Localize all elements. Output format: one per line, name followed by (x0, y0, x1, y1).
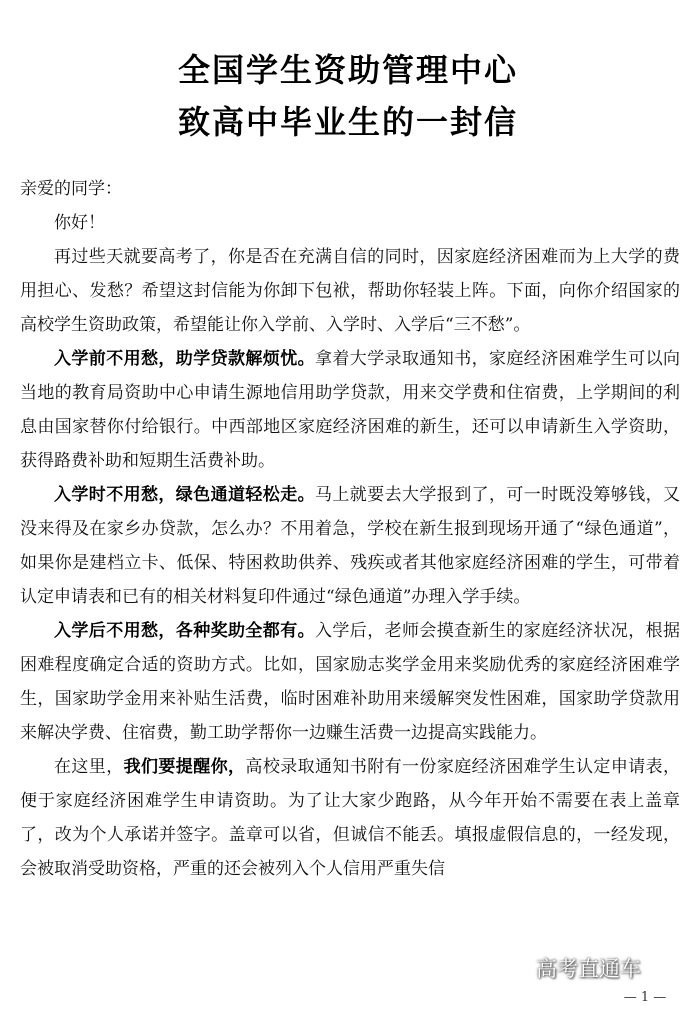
paragraph-reminder-prefix: 在这里， (54, 757, 124, 777)
letter-body (20, 172, 680, 886)
paragraph-before-enrollment-lead: 入学前不用愁，助学贷款解烦忧。 (54, 349, 315, 369)
paragraph-after-enrollment-text: 入学后，老师会摸查新生的家庭经济状况，根据困难程度确定合适的资助方式。比如，国家励志奖学金用来奖励优秀的家庭经济困难学生，国家助学金用来补贴生活费，临时困难补助用来缓解突发性困难，国家助学贷款用来解决学费、住宿费，勤工助学帮你一边赚生活费一边提高实践能力。 (20, 621, 680, 743)
paragraph-before-enrollment-text: 拿着大学录取通知书，家庭经济困难学生可以向当地的教育局资助中心申请生源地信用助学贷款，用来交学费和住宿费，上学期间的利息由国家替你付给银行。中西部地区家庭经济困难的新生，还可以申请新生入学资助，获得路费补助和短期生活费补助。 (20, 349, 680, 471)
paragraph-intro (20, 240, 680, 342)
paragraph-after-enrollment-lead: 入学后不用愁，各种奖助全都有。 (54, 621, 315, 641)
paragraph-reminder-text: 高校录取通知书附有一份家庭经济困难学生认定申请表，便于家庭经济困难学生申请资助。为了让大家少跑路，从今年开始不需要在表上盖章了，改为个人承诺并签字。盖章可以省，但诚信不能丢。填报虚假信息的，一经发现，会被取消受助资格，严重的还会被列入个人信用严重失信 (20, 757, 681, 879)
paragraph-during-enrollment-lead: 入学时不用愁，绿色通道轻松走。 (54, 485, 315, 505)
paragraph-before-enrollment (20, 342, 680, 478)
paragraph-reminder (20, 750, 680, 886)
paragraph-during-enrollment-text: 马上就要去大学报到了，可一时既没筹够钱，又没来得及在家乡办贷款，怎么办？不用着急，学校在新生报到现场开通了“绿色通道”，如果你是建档立卡、低保、特困救助供养、残疾或者其他家庭经济困难的学生，可带着认定申请表和已有的相关材料复印件通过“绿色通道”办理入学手续。 (20, 485, 680, 607)
watermark-logo: 高考直通车 (536, 957, 641, 981)
paragraph-during-enrollment (20, 478, 680, 614)
page-number: — 1 — (623, 990, 667, 1005)
paragraph-after-enrollment (20, 614, 680, 750)
title-line-1: 全国学生资助管理中心 (177, 51, 518, 89)
paragraph-intro-text: 再过些天就要高考了，你是否在充满自信的同时，因家庭经济困难而为上大学的费用担心、发愁？希望这封信能为你卸下包袱，帮助你轻装上阵。下面，向你介绍国家的高校学生资助政策，希望能让你入学前、入学时、入学后“三不愁”。 (20, 247, 680, 335)
greeting: 你好！ (54, 213, 105, 233)
title-line-2: 致高中毕业生的一封信 (177, 103, 518, 141)
letter-title (0, 44, 696, 148)
salutation: 亲爱的同学： (20, 179, 122, 199)
paragraph-reminder-lead: 我们要提醒你， (123, 757, 246, 777)
